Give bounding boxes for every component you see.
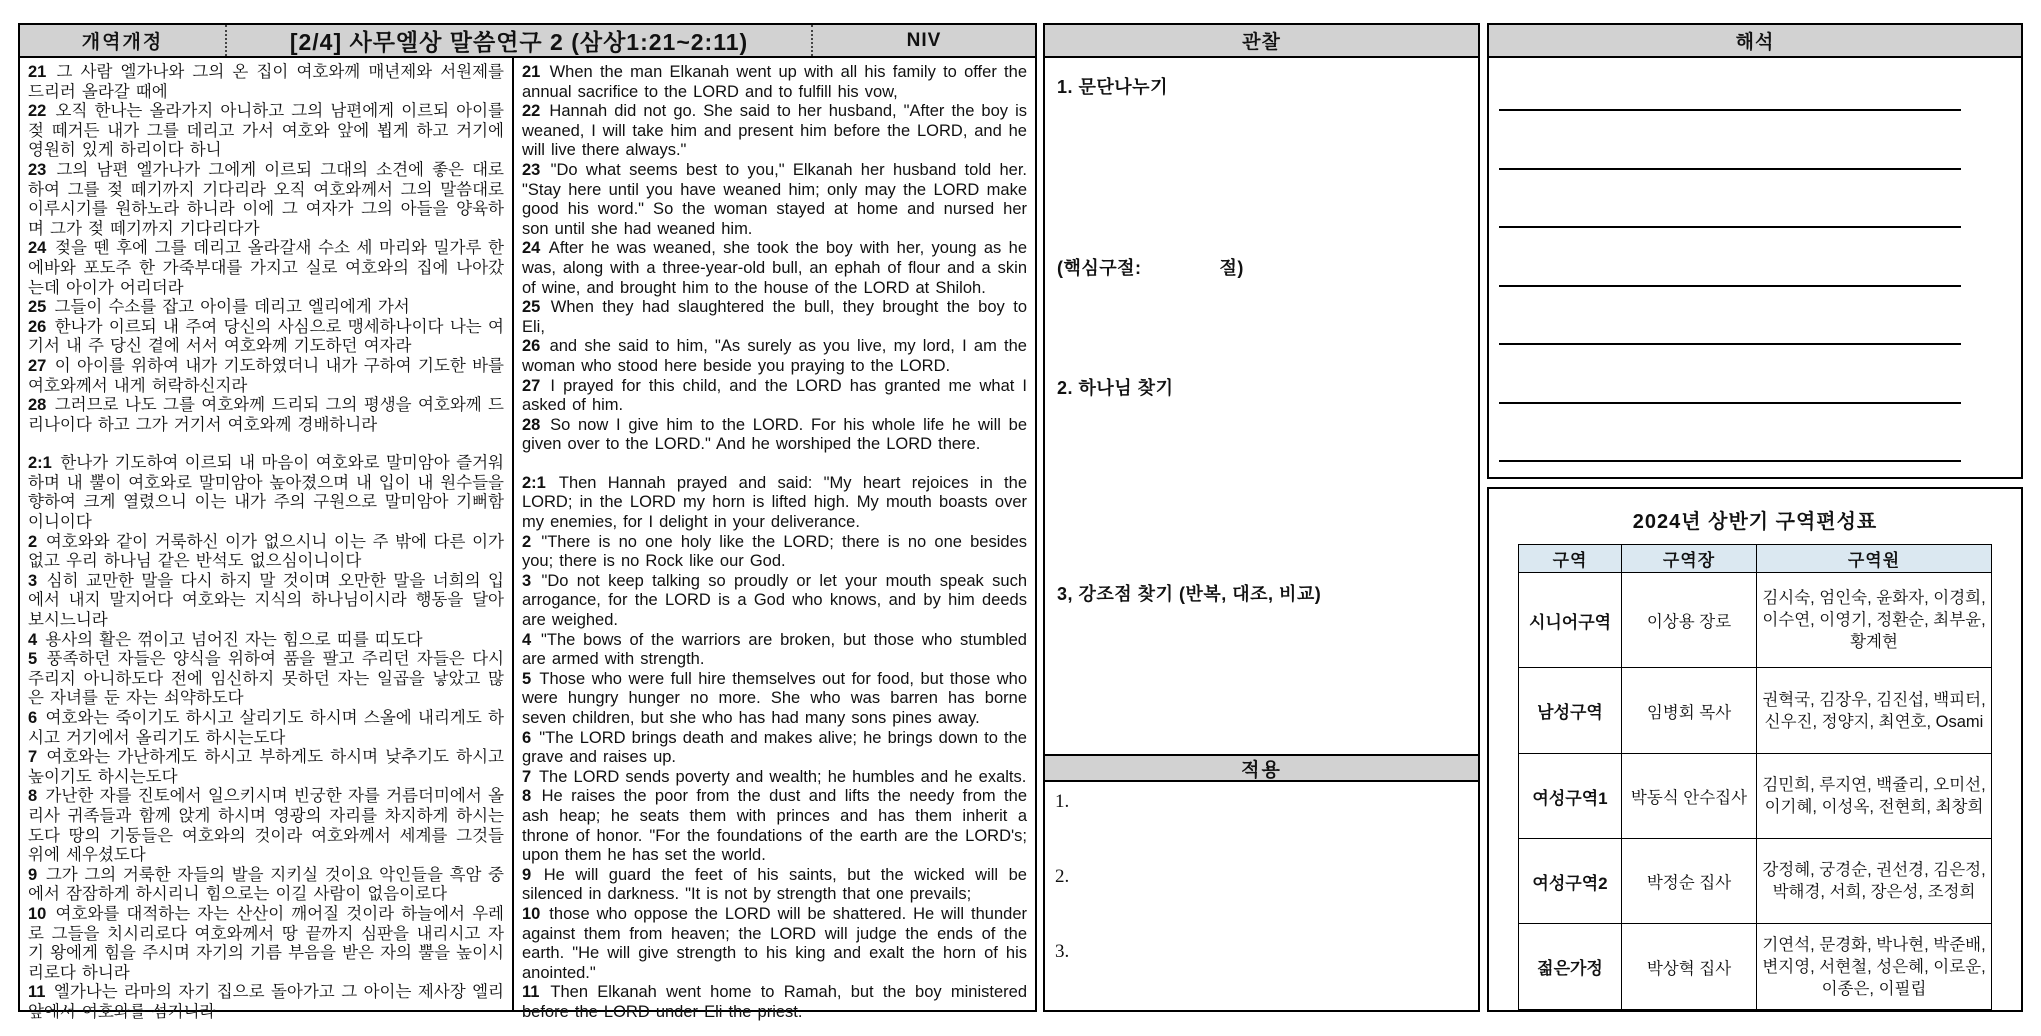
verse-number: 25 xyxy=(522,298,541,317)
verse: 11 엘가나는 라마의 자기 집으로 돌아가고 그 아이는 제사장 엘리 앞에서 여호와를 섬기니라 xyxy=(28,983,504,1021)
verse: 23 그의 남편 엘가나가 그에게 이르되 그대의 소견에 좋은 대로 하여 그를 젖 떼기까지 기다리라 오직 여호와께서 그의 말씀대로 이루시기를 원하노라 하니라 이에 그 여자가 그의 아들을 양육하며 그가 젖 떼기까지 기다리다가 xyxy=(28,160,504,238)
verse: 10 those who oppose the LORD will be shattered. He will thunder against them from heaven; the LORD will judge the ends of the earth. "He will give strength to his king and exalt the horn of his anointed." xyxy=(522,904,1027,982)
verse: 2:1 Then Hannah prayed and said: "My heart rejoices in the LORD; in the LORD my horn is lifted high. My mouth boasts over my enemies, for I delight in your deliverance. xyxy=(522,473,1027,532)
verse: 11 Then Elkanah went home to Ramah, but the boy ministered before the LORD under Eli the priest. xyxy=(522,983,1027,1021)
verse: 24 젖을 뗀 후에 그를 데리고 올라갈새 수소 세 마리와 밀가루 한 에바와 포도주 한 가죽부대를 가지고 실로 여호와의 집에 나아갔는데 아이가 어리더라 xyxy=(28,239,504,297)
verse: 8 He raises the poor from the dust and lifts the needy from the ash heap; he seats them with princes and has them inherit a throne of honor. "For the foundations of the earth are the LORD's; upon them he has set the world. xyxy=(522,787,1027,865)
roster-row xyxy=(1519,573,1992,668)
roster-leader-cell: 임병회 목사 xyxy=(1622,668,1757,754)
roster-members-line: 이수연, 이영기, 정환순, 최부윤, 황계현 xyxy=(1762,611,1986,651)
scripture-panel xyxy=(18,23,1037,1021)
verse-number: 3 xyxy=(28,571,38,590)
verse-number: 3 xyxy=(522,571,532,590)
verse: 25 When they had slaughtered the bull, they brought the boy to Eli, xyxy=(522,298,1027,336)
writing-line xyxy=(1499,226,1961,228)
verse-number: 9 xyxy=(28,865,38,884)
roster-members-line: 변지영, 서현철, 성은혜, 이로운, xyxy=(1762,957,1986,976)
roster-members-line: 박해경, 서희, 장은성, 조정희 xyxy=(1772,883,1976,901)
verse-number: 8 xyxy=(522,787,532,806)
roster-title: 2024년 상반기 구역편성표 xyxy=(1632,511,1878,533)
verse-number: 2 xyxy=(28,532,38,551)
verse-number: 24 xyxy=(522,239,541,258)
verse-number: 28 xyxy=(522,415,541,434)
niv-text-column xyxy=(514,58,1035,1021)
verse-number: 5 xyxy=(28,650,38,669)
verse-number: 9 xyxy=(522,865,532,884)
interpretation-panel xyxy=(1487,23,2023,479)
verse: 22 오직 한나는 올라가지 아니하고 그의 남편에게 이르되 아이를 젖 떼거든 내가 그를 데리고 가서 여호와 앞에 뵙게 하고 거기에 영원히 있게 하리이다 하니 xyxy=(28,102,504,160)
roster-members-line: 기연석, 문경화, 박나현, 박준배, xyxy=(1762,935,1986,954)
roster-members-line: 김민희, 루지연, 백쥴리, 오미선, xyxy=(1762,776,1986,794)
roster-members-cell xyxy=(1757,924,1992,1010)
verse: 28 그러므로 나도 그를 여호와께 드리되 그의 평생을 여호와께 드리나이다 하고 그가 거기서 여호와께 경배하니라 xyxy=(28,396,504,434)
roster-row xyxy=(1519,754,1992,839)
verse-number: 10 xyxy=(522,904,541,923)
verse: 7 여호와는 가난하게도 하시고 부하게도 하시며 낮추기도 하시고 높이기도 하시는도다 xyxy=(28,748,504,786)
verse-number: 22 xyxy=(522,102,541,121)
verse: 27 I prayed for this child, and the LORD has granted me what I asked of him. xyxy=(522,376,1027,415)
roster-members-line: 김시숙, 엄인숙, 윤화자, 이경희, xyxy=(1762,589,1986,607)
verse: 2 "There is no one holy like the LORD; there is no one besides you; there is no Rock like our God. xyxy=(522,532,1027,571)
verse: 26 and she said to him, "As surely as you live, my lord, I am the woman who stood here beside you praying to the LORD. xyxy=(522,337,1027,375)
roster-members-line: 이기혜, 이성옥, 전현희, 최창희 xyxy=(1764,798,1984,816)
verse-number: 25 xyxy=(28,298,47,317)
verse-number: 2:1 xyxy=(522,473,546,492)
roster-row xyxy=(1519,839,1992,924)
verse-number: 2:1 xyxy=(28,454,52,473)
writing-line xyxy=(1499,109,1961,111)
roster-leader-cell: 이상용 장로 xyxy=(1622,573,1757,668)
roster-members-line: 권혁국, 김장우, 김진섭, 백피터, xyxy=(1762,690,1986,709)
verse: 4 "The bows of the warriors are broken, but those who stumbled are armed with strength. xyxy=(522,630,1027,669)
verse-number: 22 xyxy=(28,102,47,121)
roster-leader-cell: 박상혁 집사 xyxy=(1622,924,1757,1010)
verse-number: 10 xyxy=(28,904,47,923)
verse: 24 After he was weaned, she took the boy with her, young as he was, along with a three-year-old bull, an ephah of flour and a skin of wine, and brought him to the house of the LORD at Shiloh. xyxy=(522,239,1027,297)
roster-panel xyxy=(1487,487,2023,1012)
korean-version-label: 개역개정 xyxy=(20,25,227,56)
verse: 22 Hannah did not go. She said to her husband, "After the boy is weaned, I will take him and present him before the LORD, and he will live there always." xyxy=(522,102,1027,160)
roster-members-cell xyxy=(1757,668,1992,754)
verse-number: 27 xyxy=(28,356,47,375)
verse-number: 7 xyxy=(522,767,532,786)
verse: 28 So now I give him to the LORD. For his whole life he will be given over to the LORD." And he worshiped the LORD there. xyxy=(522,415,1027,454)
verse: 6 여호와는 죽이기도 하시고 살리기도 하시며 스올에 내리게도 하시고 거기에서 올리기도 하시는도다 xyxy=(28,709,504,747)
verse: 9 그가 그의 거룩한 자들의 발을 지키실 것이요 악인들을 흑암 중에서 잠잠하게 하시리니 힘으로는 이길 사람이 없음이로다 xyxy=(28,865,504,904)
verse-number: 6 xyxy=(28,709,38,727)
verse: 25 그들이 수소를 잡고 아이를 데리고 엘리에게 가서 xyxy=(28,298,410,317)
verse: 3 "Do not keep talking so proudly or let your mouth speak such arrogance, for the LORD is a God who knows, and by him deeds are weighed. xyxy=(522,571,1027,630)
interpretation-header-band: 해석 xyxy=(1489,25,2021,58)
verse: 26 한나가 이르되 내 주여 당신의 사심으로 맹세하나이다 나는 여기서 내 주 당신 곁에 서서 여호와께 기도하던 여자라 xyxy=(28,317,504,356)
roster-leader-cell: 박동식 안수집사 xyxy=(1622,754,1757,839)
roster-leader-cell: 박정순 집사 xyxy=(1622,839,1757,924)
application-item-1: 1. xyxy=(1055,791,1070,812)
roster-group-cell: 여성구역2 xyxy=(1519,839,1622,924)
verse: 21 When the man Elkanah went up with all his family to offer the annual sacrifice to the LORD and to fulfill his vow, xyxy=(522,63,1027,101)
observation-item-paragraphs: 1. 문단나누기 xyxy=(1057,77,1168,97)
verse-number: 8 xyxy=(28,787,38,806)
observation-item-emphasis: 3, 강조점 찾기 (반복, 대조, 비교) xyxy=(1057,584,1322,604)
verse: 2 여호와와 같이 거룩하신 이가 없으시니 이는 주 밖에 다른 이가 없고 우리 하나님 같은 반석도 없으심이니이다 xyxy=(28,532,504,571)
verse: 8 가난한 자를 진토에서 일으키시며 빈궁한 자를 거름더미에서 올리사 귀족들과 함께 앉게 하시며 영광의 자리를 차지하게 하시는도다 땅의 기둥들은 여호와의 것이라 여호와께서 세계를 그것들 위에 세우셨도다 xyxy=(28,787,504,865)
writing-line xyxy=(1499,168,1961,170)
verse: 5 풍족하던 자들은 양식을 위하여 품을 팔고 주리던 자들은 다시 주리지 아니하도다 전에 임신하지 못하던 자는 일곱을 낳았고 많은 자녀를 둔 자는 쇠약하도다 xyxy=(28,650,504,708)
writing-line xyxy=(1499,343,1961,345)
application-item-2: 2. xyxy=(1055,866,1070,887)
verse-number: 11 xyxy=(522,983,540,1002)
page-title: [2/4] 사무엘상 말씀연구 2 (삼상1:21~2:11) xyxy=(227,25,813,56)
verse: 23 "Do what seems best to you," Elkanah her husband told her. "Stay here until you have weaned him; only may the LORD make good his word." So the woman stayed at home and nursed her son until she had weaned him. xyxy=(522,160,1027,238)
writing-line xyxy=(1499,402,1961,404)
verse: 27 이 아이를 위하여 내가 기도하였더니 내가 구하여 기도한 바를 여호와께서 내게 허락하신지라 xyxy=(28,356,504,395)
verse: 21 그 사람 엘가나와 그의 온 집이 여호와께 매년제와 서원제를 드리러 올라갈 때에 xyxy=(28,63,504,101)
roster-table xyxy=(1518,544,1992,1010)
roster-row xyxy=(1519,668,1992,754)
verse: 3 심히 교만한 말을 다시 하지 말 것이며 오만한 말을 너희의 입에서 내지 말지어다 여호와는 지식의 하나님이시라 행동을 달아 보시느니라 xyxy=(28,571,504,630)
roster-members-cell xyxy=(1757,754,1992,839)
roster-header-row xyxy=(1519,545,1992,573)
roster-header-members: 구역원 xyxy=(1757,545,1992,573)
roster-header-leader: 구역장 xyxy=(1622,545,1757,573)
verse-number: 26 xyxy=(28,317,47,336)
roster-group-cell: 시니어구역 xyxy=(1519,573,1622,668)
korean-text-column xyxy=(20,58,514,1021)
niv-version-label: NIV xyxy=(906,29,942,51)
verse-number: 23 xyxy=(522,160,541,179)
roster-group-cell: 남성구역 xyxy=(1519,668,1622,754)
roster-members-line: 강정혜, 궁경순, 권선경, 김은정, xyxy=(1762,861,1986,879)
key-verse-blank xyxy=(1057,254,1244,280)
verse-number: 5 xyxy=(522,669,532,688)
writing-line xyxy=(1499,460,1961,462)
observation-panel xyxy=(1043,23,1480,1012)
verse-number: 21 xyxy=(28,63,47,81)
verse-number: 2 xyxy=(522,532,532,551)
verse: 4 용사의 활은 꺾이고 넘어진 자는 힘으로 띠를 띠도다 xyxy=(28,630,423,649)
key-verse-prefix: (핵심구절: xyxy=(1057,258,1142,278)
application-header-band: 적용 xyxy=(1045,754,1478,782)
verse-number: 28 xyxy=(28,396,47,415)
observation-item-find-god: 2. 하나님 찾기 xyxy=(1057,378,1174,398)
verse-number: 26 xyxy=(522,337,541,356)
verse-number: 24 xyxy=(28,239,47,258)
roster-members-cell xyxy=(1757,573,1992,668)
verse: 6 "The LORD brings death and makes alive; he brings down to the grave and raises up. xyxy=(522,728,1027,767)
verse: 2:1 한나가 기도하여 이르되 내 마음이 여호와로 말미암아 즐거워하며 내 뿔이 여호와로 말미암아 높아졌으며 내 입이 내 원수들을 향하여 크게 열렸으니 이는 내가 주의 구원으로 말미암아 기뻐함이니이다 xyxy=(28,454,504,532)
roster-row xyxy=(1519,924,1992,1010)
roster-group-cell: 여성구역1 xyxy=(1519,754,1622,839)
scripture-body xyxy=(20,58,1035,1021)
verse: 5 Those who were full hire themselves out for food, but those who were hungry hunger no more. She who was barren has borne seven children, but she who has had many sons pines away. xyxy=(522,669,1027,727)
roster-members-line: 이종은, 이필립 xyxy=(1821,979,1927,998)
roster-members-cell xyxy=(1757,839,1992,924)
verse-number: 4 xyxy=(28,630,38,649)
scripture-header-band xyxy=(20,25,1035,58)
verse-number: 7 xyxy=(28,748,38,767)
verse-number: 27 xyxy=(522,376,541,395)
roster-header-group: 구역 xyxy=(1519,545,1622,573)
observation-header-band: 관찰 xyxy=(1045,25,1478,58)
verse-number: 23 xyxy=(28,160,47,179)
verse: 7 The LORD sends poverty and wealth; he humbles and he exalts. xyxy=(522,767,1027,786)
roster-group-cell: 젊은가정 xyxy=(1519,924,1622,1010)
verse: 10 여호와를 대적하는 자는 산산이 깨어질 것이라 하늘에서 우레로 그들을 치시리로다 여호와께서 땅 끝까지 심판을 내리시고 자기 왕에게 힘을 주시며 자기의 기름 부음을 받은 자의 뿔을 높이시리로다 하니라 xyxy=(28,904,504,982)
application-item-3: 3. xyxy=(1055,941,1070,962)
verse-number: 11 xyxy=(28,983,46,1002)
writing-line xyxy=(1499,285,1961,287)
roster-members-line: 신우진, 정양지, 최연호, Osami xyxy=(1764,712,1984,731)
verse: 9 He will guard the feet of his saints, but the wicked will be silenced in darkness. "It is not by strength that one prevails; xyxy=(522,865,1027,904)
verse-number: 6 xyxy=(522,728,532,747)
verse-number: 4 xyxy=(522,630,532,649)
verse-number: 21 xyxy=(522,63,541,81)
key-verse-suffix: 절) xyxy=(1219,258,1244,278)
